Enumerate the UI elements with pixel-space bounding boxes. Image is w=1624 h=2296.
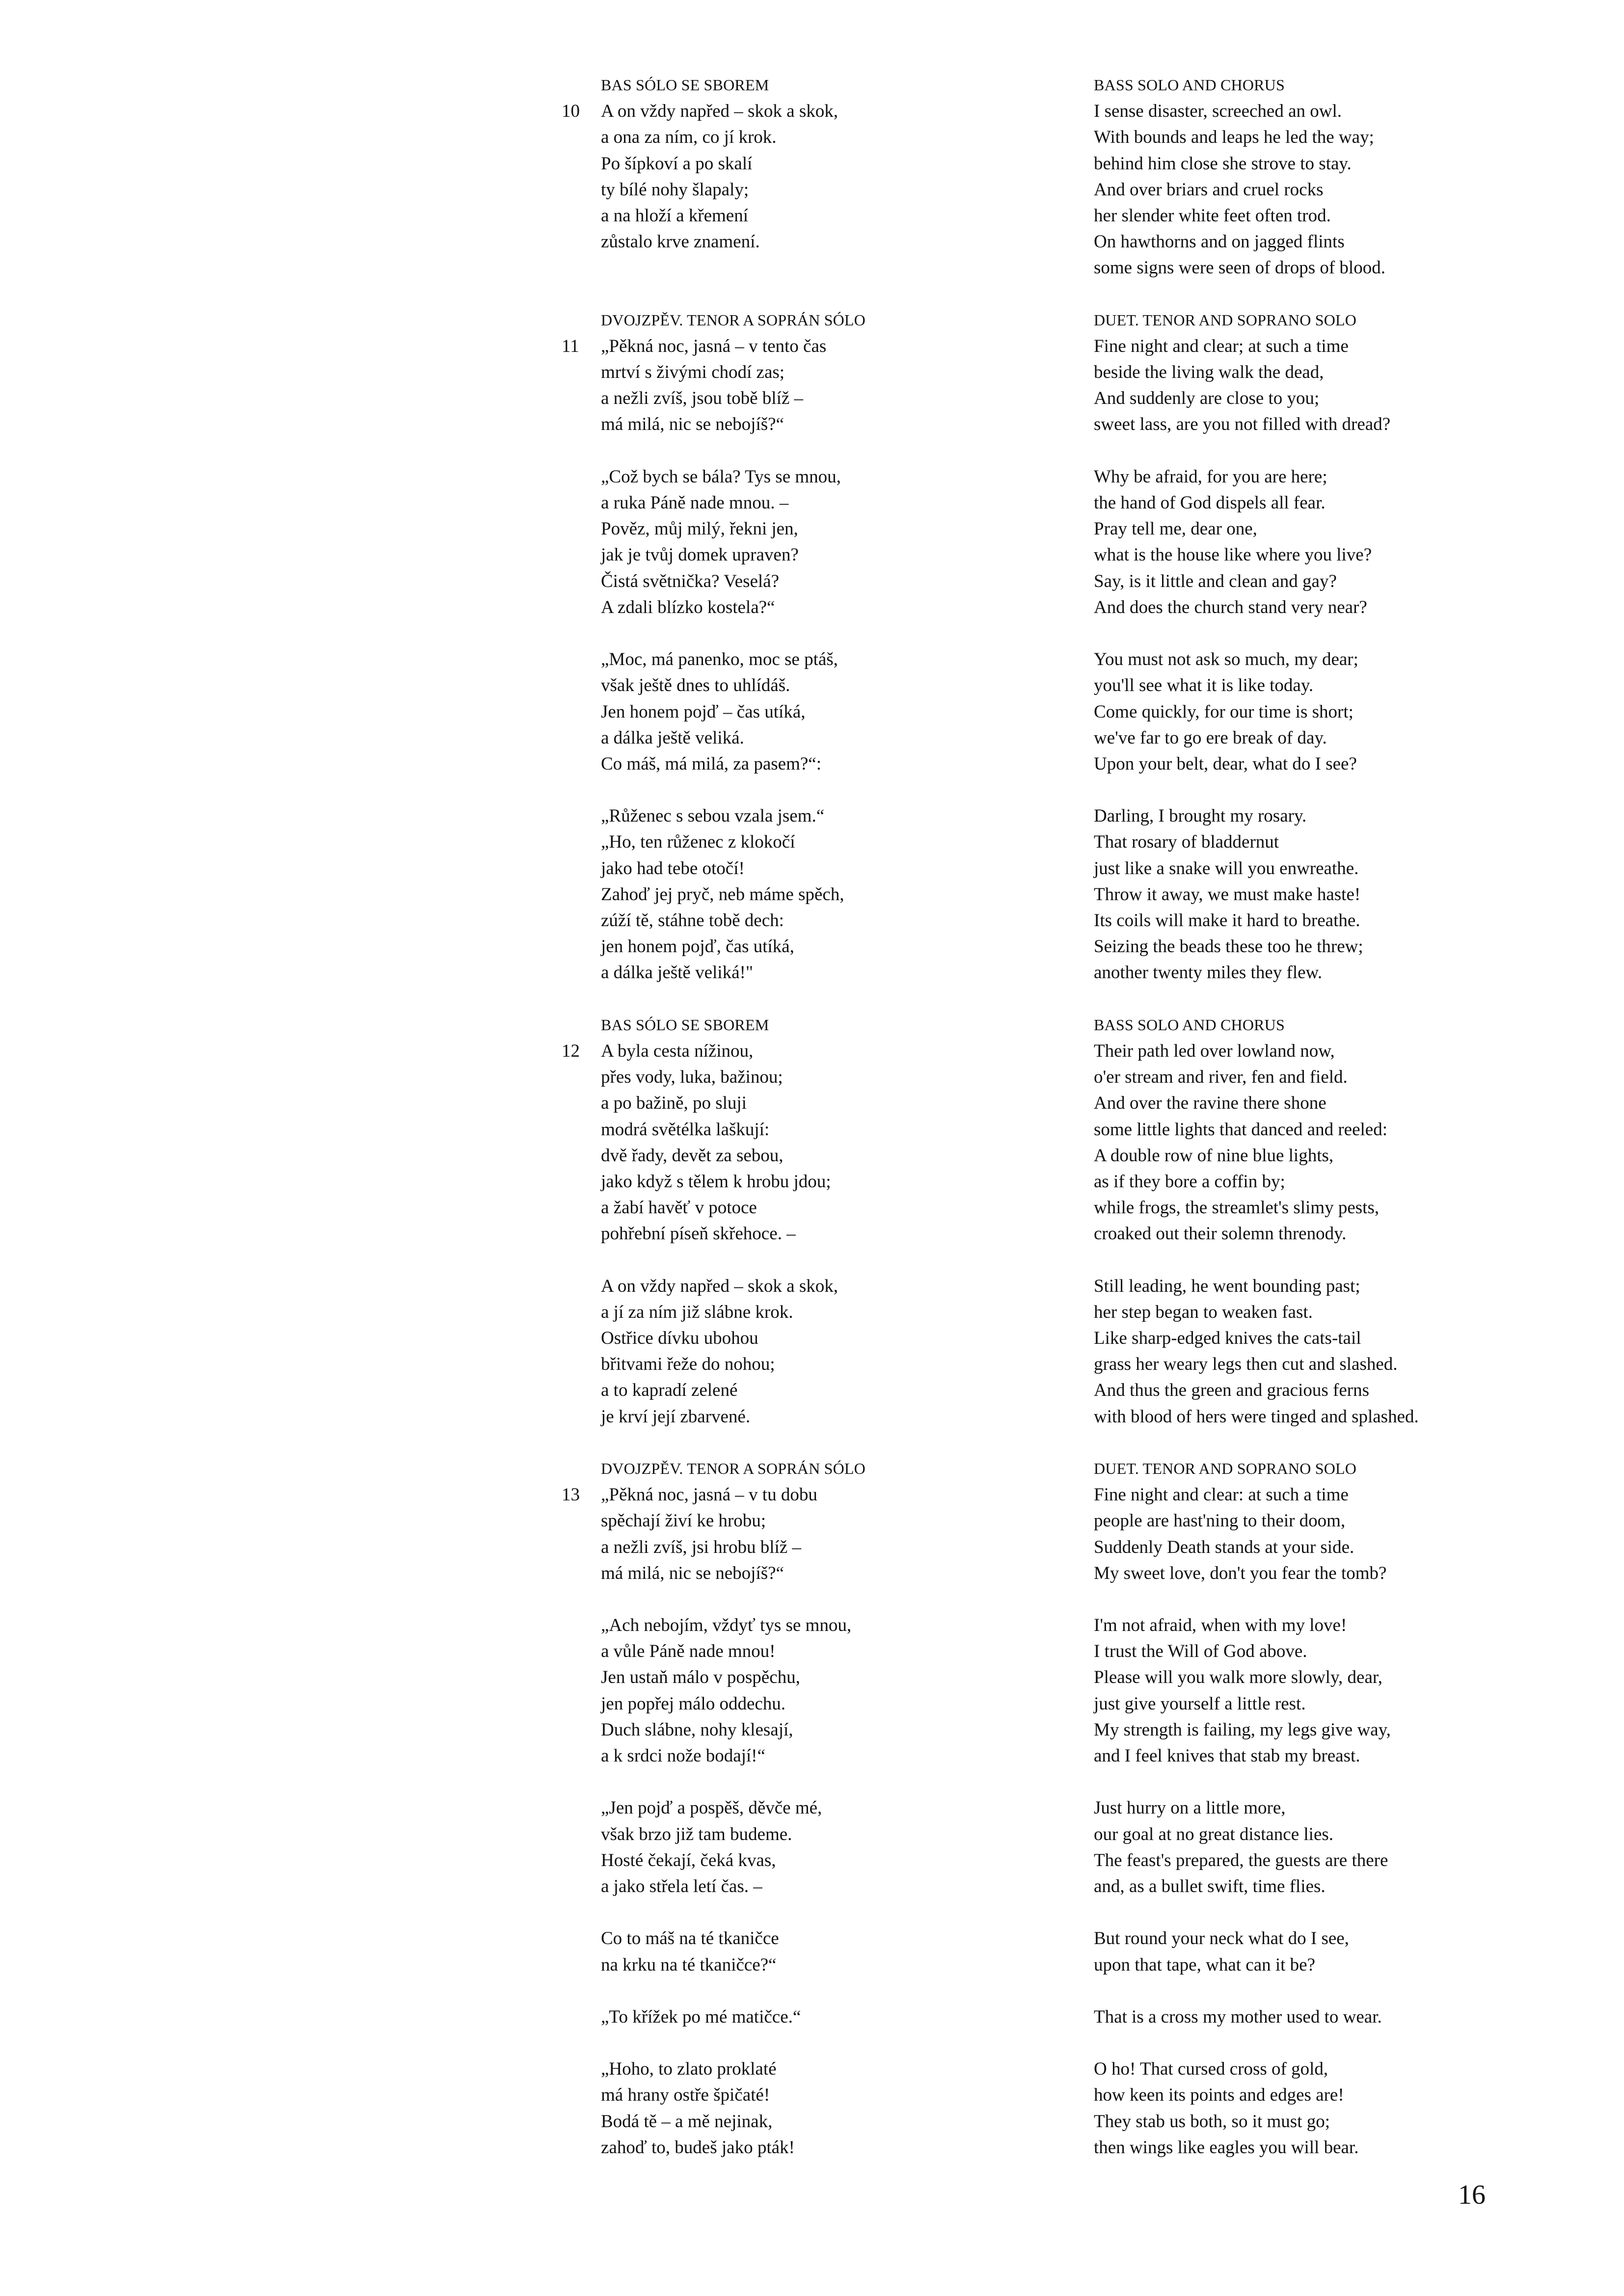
english-verse-text: beside the living walk the dead, [1094, 362, 1324, 383]
czech-verse-text: „Jen pojď a pospěš, děvče mé, [601, 1798, 822, 1818]
czech-verse-text: je krví její zbarvené. [601, 1406, 751, 1427]
czech-verse-line [601, 359, 1053, 385]
verse-number: 12 [562, 1041, 580, 1061]
english-verse-line [1094, 151, 1585, 177]
czech-verse-text: „Růženec s sebou vzala jsem.“ [601, 806, 825, 827]
english-verse-line [1094, 2056, 1585, 2082]
english-stanza-gap [1094, 986, 1585, 1012]
english-verse-text: just give yourself a little rest. [1094, 1693, 1306, 1714]
czech-verse-line [562, 1038, 1053, 1064]
czech-verse-text: Čistá světnička? Veselá? [601, 571, 780, 591]
english-stanza-gap [1094, 620, 1585, 646]
english-verse-line [1094, 1273, 1585, 1299]
english-verse-line [1094, 229, 1585, 255]
czech-verse-line [601, 1952, 1053, 1978]
verse-number: 11 [562, 336, 579, 356]
czech-verse-line [601, 124, 1053, 150]
czech-verse-text: jen popřej málo oddechu. [601, 1693, 786, 1714]
english-verse-text: Their path led over lowland now, [1094, 1041, 1335, 1061]
english-verse-text: But round your neck what do I see, [1094, 1928, 1349, 1949]
english-verse-line [1094, 1117, 1585, 1143]
english-verse-line [1094, 881, 1585, 908]
english-verse-text: while frogs, the streamlet's slimy pests, [1094, 1198, 1380, 1218]
czech-verse-text: však ještě dnes to uhlídáš. [601, 675, 790, 696]
english-verse-line [1094, 1612, 1585, 1638]
english-verse-line [1094, 1925, 1585, 1951]
czech-verse-line [601, 1560, 1053, 1586]
czech-verse-line [601, 2135, 1053, 2161]
czech-verse-line [601, 203, 1053, 229]
czech-stanza-gap [601, 777, 1053, 803]
english-stanza-gap [1094, 1430, 1585, 1456]
english-verse-text: O ho! That cursed cross of gold, [1094, 2059, 1328, 2080]
czech-verse-line [601, 1795, 1053, 1821]
czech-verse-text: má milá, nic se nebojíš?“ [601, 1563, 784, 1583]
czech-verse-line [601, 725, 1053, 751]
english-stanza-gap [1094, 281, 1585, 307]
english-verse-text: Say, is it little and clean and gay? [1094, 571, 1337, 591]
english-verse-text: o'er stream and river, fen and field. [1094, 1067, 1348, 1088]
czech-verse-text: A byla cesta nížinou, [601, 1041, 754, 1061]
czech-verse-line [601, 2056, 1053, 2082]
czech-verse-text: Pověz, můj milý, řekni jen, [601, 519, 798, 539]
czech-verse-text: zahoď to, budeš jako pták! [601, 2137, 795, 2158]
czech-verse-line [601, 803, 1053, 829]
english-section-heading: DUET. TENOR AND SOPRANO SOLO [1094, 1459, 1357, 1477]
czech-section-heading: BAS SÓLO SE SBOREM [601, 76, 769, 94]
czech-verse-text: a na hloží a křemení [601, 205, 748, 226]
english-verse-text: croaked out their solemn threnody. [1094, 1224, 1347, 1244]
english-verse-text: our goal at no great distance lies. [1094, 1824, 1334, 1844]
czech-verse-line [601, 151, 1053, 177]
english-verse-line [1094, 1064, 1585, 1090]
czech-verse-text: spěchají živí ke hrobu; [601, 1511, 766, 1531]
czech-verse-text: pohřební píseň skřehoce. – [601, 1224, 796, 1244]
czech-verse-text: Po šípkoví a po skalí [601, 153, 753, 174]
czech-verse-line [601, 960, 1053, 986]
czech-verse-line [601, 881, 1053, 908]
czech-verse-line [601, 1508, 1053, 1534]
english-verse-line [1094, 516, 1585, 542]
czech-verse-line [601, 542, 1053, 568]
english-verse-line [1094, 1038, 1585, 1064]
english-verse-text: her step began to weaken fast. [1094, 1302, 1313, 1322]
english-verse-line [1094, 1143, 1585, 1169]
english-verse-text: My strength is failing, my legs give way, [1094, 1719, 1391, 1740]
czech-verse-line [601, 1221, 1053, 1247]
czech-stanza-gap [601, 1978, 1053, 2004]
english-verse-line [1094, 1404, 1585, 1430]
czech-verse-line [601, 1821, 1053, 1847]
czech-verse-text: Hosté čekají, čeká kvas, [601, 1850, 776, 1870]
czech-verse-text: a to kapradí zelené [601, 1380, 738, 1401]
english-verse-text: with blood of hers were tinged and splashed. [1094, 1406, 1419, 1427]
english-verse-line [1094, 1821, 1585, 1847]
english-section-heading: DUET. TENOR AND SOPRANO SOLO [1094, 311, 1357, 329]
english-verse-text: you'll see what it is like today. [1094, 675, 1314, 696]
english-verse-line [1094, 1090, 1585, 1116]
english-verse-text: A double row of nine blue lights, [1094, 1145, 1334, 1166]
czech-verse-line [562, 333, 1053, 359]
czech-verse-line [601, 1299, 1053, 1325]
czech-verse-line [601, 934, 1053, 960]
english-verse-text: and I feel knives that stab my breast. [1094, 1746, 1360, 1766]
english-verse-text: her slender white feet often trod. [1094, 205, 1331, 226]
english-verse-line [1094, 1795, 1585, 1821]
czech-verse-text: „Ach nebojím, vždyť tys se mnou, [601, 1615, 852, 1636]
english-verse-text: I trust the Will of God above. [1094, 1641, 1307, 1662]
english-verse-text: upon that tape, what can it be? [1094, 1954, 1316, 1975]
english-verse-text: Fine night and clear; at such a time [1094, 336, 1349, 356]
czech-stanza-gap [601, 620, 1053, 646]
czech-verse-line [601, 568, 1053, 594]
czech-verse-text: má hrany ostře špičaté! [601, 2085, 770, 2106]
english-verse-text: And over briars and cruel rocks [1094, 179, 1324, 200]
english-section-heading: BASS SOLO AND CHORUS [1094, 76, 1285, 94]
czech-verse-text: a ona za ním, co jí krok. [601, 127, 777, 148]
english-verse-line [1094, 411, 1585, 437]
english-verse-text: And does the church stand very near? [1094, 597, 1367, 617]
english-verse-line [1094, 1325, 1585, 1351]
czech-verse-line [601, 1743, 1053, 1769]
czech-verse-line [601, 464, 1053, 490]
czech-verse-text: Co máš, má milá, za pasem?“: [601, 753, 821, 774]
czech-stanza-gap [601, 255, 1053, 281]
english-verse-line [1094, 1482, 1585, 1508]
english-verse-line [1094, 1508, 1585, 1534]
czech-verse-text: mrtví s živými chodí zas; [601, 362, 785, 383]
czech-verse-line [601, 385, 1053, 411]
english-verse-text: On hawthorns and on jagged flints [1094, 232, 1345, 252]
english-verse-line [1094, 725, 1585, 751]
english-verse-line [1094, 646, 1585, 672]
english-verse-line [1094, 1717, 1585, 1743]
english-verse-text: then wings like eagles you will bear. [1094, 2137, 1359, 2158]
english-verse-line [1094, 1351, 1585, 1377]
english-verse-line [1094, 568, 1585, 594]
english-verse-line [1094, 542, 1585, 568]
english-verse-text: That is a cross my mother used to wear. [1094, 2006, 1382, 2027]
english-verse-text: That rosary of bladdernut [1094, 832, 1279, 853]
czech-verse-text: „Pěkná noc, jasná – v tu dobu [601, 1485, 817, 1505]
english-verse-text: another twenty miles they flew. [1094, 962, 1323, 983]
english-verse-line [1094, 1847, 1585, 1873]
english-verse-text: Come quickly, for our time is short; [1094, 701, 1353, 722]
czech-verse-line [601, 1404, 1053, 1430]
czech-verse-text: A on vždy napřed – skok a skok, [601, 1276, 838, 1296]
czech-verse-text: Duch slábne, nohy klesají, [601, 1719, 793, 1740]
czech-verse-line [601, 1847, 1053, 1873]
english-verse-line [1094, 672, 1585, 698]
english-verse-line [1094, 1638, 1585, 1664]
czech-stanza-gap [601, 1430, 1053, 1456]
english-verse-text: They stab us both, so it must go; [1094, 2111, 1330, 2132]
czech-verse-line [601, 2109, 1053, 2135]
czech-verse-text: má milá, nic se nebojíš?“ [601, 414, 784, 435]
english-verse-line [1094, 385, 1585, 411]
english-stanza-gap [1094, 777, 1585, 803]
czech-verse-line [601, 1273, 1053, 1299]
czech-verse-text: Co to máš na té tkaničce [601, 1928, 779, 1949]
english-stanza-gap [1094, 1247, 1585, 1273]
czech-verse-text: „Což bych se bála? Tys se mnou, [601, 466, 841, 487]
english-verse-line [1094, 203, 1585, 229]
czech-verse-line [601, 751, 1053, 777]
english-verse-line [1094, 359, 1585, 385]
english-verse-line [1094, 2109, 1585, 2135]
english-verse-line [1094, 1952, 1585, 1978]
czech-verse-line [601, 594, 1053, 620]
english-verse-text: as if they bore a coffin by; [1094, 1171, 1285, 1192]
english-verse-line [1094, 255, 1585, 281]
english-verse-text: sweet lass, are you not filled with dread? [1094, 414, 1391, 435]
english-verse-text: Its coils will make it hard to breathe. [1094, 910, 1360, 931]
czech-verse-line [601, 908, 1053, 934]
czech-verse-line [601, 1925, 1053, 1951]
english-verse-text: some signs were seen of drops of blood. [1094, 258, 1385, 278]
english-verse-line [1094, 2082, 1585, 2108]
english-verse-line [1094, 1743, 1585, 1769]
english-verse-text: the hand of God dispels all fear. [1094, 493, 1326, 513]
czech-verse-text: jako had tebe otočí! [601, 858, 745, 879]
czech-verse-line [601, 177, 1053, 203]
czech-stanza-gap [601, 1586, 1053, 1612]
english-verse-text: And suddenly are close to you; [1094, 388, 1320, 409]
czech-stanza-gap [601, 1247, 1053, 1273]
czech-verse-text: přes vody, luka, bažinou; [601, 1067, 783, 1088]
czech-verse-text: „Moc, má panenko, moc se ptáš, [601, 649, 838, 670]
english-stanza-gap [1094, 1899, 1585, 1925]
english-verse-text: Upon your belt, dear, what do I see? [1094, 753, 1357, 774]
english-stanza-gap [1094, 438, 1585, 464]
czech-text-column [562, 72, 1053, 2161]
czech-verse-text: a nežli zvíš, jsi hrobu blíž – [601, 1537, 801, 1557]
czech-verse-text: „To křížek po mé matičce.“ [601, 2006, 801, 2027]
czech-verse-text: a po bažině, po sluji [601, 1093, 747, 1114]
english-verse-text: And over the ravine there shone [1094, 1093, 1326, 1114]
english-verse-text: some little lights that danced and reeled: [1094, 1119, 1387, 1140]
czech-verse-line [601, 1612, 1053, 1638]
english-verse-text: My sweet love, don't you fear the tomb? [1094, 1563, 1387, 1583]
english-verse-text: Still leading, he went bounding past; [1094, 1276, 1360, 1296]
english-verse-line [1094, 464, 1585, 490]
czech-verse-text: modrá světélka laškují: [601, 1119, 770, 1140]
english-verse-line [1094, 960, 1585, 986]
czech-verse-text: a nežli zvíš, jsou tobě blíž – [601, 388, 804, 409]
english-verse-line [1094, 1691, 1585, 1717]
czech-verse-line [601, 1638, 1053, 1664]
english-verse-text: and, as a bullet swift, time flies. [1094, 1876, 1326, 1896]
english-verse-text: Why be afraid, for you are here; [1094, 466, 1327, 487]
english-verse-text: Seizing the beads these too he threw; [1094, 936, 1363, 957]
czech-verse-line [601, 855, 1053, 881]
czech-verse-text: „Hoho, to zlato proklaté [601, 2059, 777, 2080]
english-text-column [1094, 72, 1585, 2161]
czech-verse-line [601, 2004, 1053, 2030]
english-verse-text: Like sharp-edged knives the cats-tail [1094, 1328, 1361, 1348]
czech-verse-line [601, 1351, 1053, 1377]
czech-verse-text: a dálka ještě veliká. [601, 727, 744, 748]
czech-verse-text: zůstalo krve znamení. [601, 232, 760, 252]
english-verse-text: Just hurry on a little more, [1094, 1798, 1286, 1818]
czech-verse-line [601, 1169, 1053, 1195]
english-verse-line [1094, 699, 1585, 725]
czech-stanza-gap [601, 1769, 1053, 1795]
czech-verse-line [601, 229, 1053, 255]
english-verse-text: Darling, I brought my rosary. [1094, 806, 1307, 827]
english-verse-text: With bounds and leaps he led the way; [1094, 127, 1374, 148]
english-verse-text: You must not ask so much, my dear; [1094, 649, 1358, 670]
czech-verse-line [601, 1195, 1053, 1221]
english-verse-text: people are hast'ning to their doom, [1094, 1511, 1346, 1531]
english-verse-text: Suddenly Death stands at your side. [1094, 1537, 1354, 1557]
czech-section-heading: DVOJZPĚV. TENOR A SOPRÁN SÓLO [601, 1459, 866, 1477]
english-verse-text: Please will you walk more slowly, dear, [1094, 1667, 1382, 1688]
english-verse-text: Pray tell me, dear one, [1094, 519, 1257, 539]
czech-verse-line [601, 1064, 1053, 1090]
english-verse-text: grass her weary legs then cut and slashed. [1094, 1354, 1398, 1375]
english-section-heading: BASS SOLO AND CHORUS [1094, 1015, 1285, 1034]
english-verse-line [1094, 2004, 1585, 2030]
english-stanza-gap [1094, 1769, 1585, 1795]
english-verse-line [1094, 908, 1585, 934]
english-verse-line [1094, 751, 1585, 777]
english-verse-text: just like a snake will you enwreathe. [1094, 858, 1359, 879]
czech-verse-text: dvě řady, devět za sebou, [601, 1145, 784, 1166]
czech-verse-line [601, 1873, 1053, 1899]
czech-verse-text: zúží tě, stáhne tobě dech: [601, 910, 784, 931]
czech-verse-text: a jí za ním již slábne krok. [601, 1302, 793, 1322]
czech-verse-line [601, 516, 1053, 542]
czech-stanza-gap [601, 438, 1053, 464]
czech-verse-line [601, 2082, 1053, 2108]
czech-verse-line [601, 1717, 1053, 1743]
czech-section-heading: BAS SÓLO SE SBOREM [601, 1015, 769, 1034]
czech-verse-line [601, 1534, 1053, 1560]
english-stanza-gap [1094, 1978, 1585, 2004]
czech-verse-line [601, 1691, 1053, 1717]
english-stanza-gap [1094, 2030, 1585, 2056]
english-verse-line [1094, 594, 1585, 620]
english-verse-line [1094, 1195, 1585, 1221]
czech-verse-text: jen honem pojď, čas utíká, [601, 936, 794, 957]
czech-verse-text: však brzo již tam budeme. [601, 1824, 792, 1844]
czech-verse-text: „Ho, ten růženec z klokočí [601, 832, 795, 853]
czech-verse-text: a jako střela letí čas. – [601, 1876, 762, 1896]
english-verse-text: And thus the green and gracious ferns [1094, 1380, 1369, 1401]
czech-verse-text: A zdali blízko kostela?“ [601, 597, 775, 617]
english-verse-line [1094, 98, 1585, 124]
english-verse-text: Fine night and clear: at such a time [1094, 1485, 1349, 1505]
english-verse-line [1094, 1534, 1585, 1560]
english-verse-text: Throw it away, we must make haste! [1094, 884, 1361, 905]
czech-verse-line [601, 411, 1053, 437]
czech-verse-text: a vůle Páně nade mnou! [601, 1641, 776, 1662]
czech-verse-line [601, 699, 1053, 725]
english-verse-text: how keen its points and edges are! [1094, 2085, 1344, 2106]
czech-verse-text: na krku na té tkaničce?“ [601, 1954, 777, 1975]
english-verse-line [1094, 1873, 1585, 1899]
english-verse-text: The feast's prepared, the guests are there [1094, 1850, 1388, 1870]
verse-number: 13 [562, 1485, 580, 1505]
english-verse-line [1094, 1377, 1585, 1403]
czech-verse-line [562, 1482, 1053, 1508]
english-verse-line [1094, 1299, 1585, 1325]
english-verse-line [1094, 124, 1585, 150]
verse-number: 10 [562, 101, 580, 122]
english-verse-line [1094, 333, 1585, 359]
czech-stanza-gap [601, 281, 1053, 307]
english-verse-text: I sense disaster, screeched an owl. [1094, 101, 1342, 122]
czech-stanza-gap [601, 986, 1053, 1012]
czech-verse-text: jako když s tělem k hrobu jdou; [601, 1171, 831, 1192]
english-verse-text: I'm not afraid, when with my love! [1094, 1615, 1347, 1636]
czech-verse-line [562, 98, 1053, 124]
english-verse-line [1094, 934, 1585, 960]
english-verse-text: behind him close she strove to stay. [1094, 153, 1352, 174]
czech-verse-text: „Pěkná noc, jasná – v tento čas [601, 336, 827, 356]
czech-verse-text: A on vždy napřed – skok a skok, [601, 101, 838, 122]
english-stanza-gap [1094, 1586, 1585, 1612]
czech-verse-line [601, 1143, 1053, 1169]
czech-verse-line [601, 1325, 1053, 1351]
czech-verse-text: Bodá tě – a mě nejinak, [601, 2111, 773, 2132]
czech-verse-text: a dálka ještě veliká!" [601, 962, 753, 983]
czech-verse-line [601, 1377, 1053, 1403]
czech-verse-text: Zahoď jej pryč, neb máme spěch, [601, 884, 844, 905]
english-verse-line [1094, 803, 1585, 829]
english-verse-text: what is the house like where you live? [1094, 545, 1372, 565]
czech-verse-text: Ostřice dívku ubohou [601, 1328, 758, 1348]
english-verse-line [1094, 1560, 1585, 1586]
english-verse-line [1094, 855, 1585, 881]
czech-verse-line [601, 1090, 1053, 1116]
english-verse-text: we've far to go ere break of day. [1094, 727, 1327, 748]
czech-verse-text: a ruka Páně nade mnou. – [601, 493, 789, 513]
czech-verse-text: Jen ustaň málo v pospěchu, [601, 1667, 800, 1688]
czech-verse-text: jak je tvůj domek upraven? [601, 545, 799, 565]
czech-verse-line [601, 829, 1053, 855]
czech-verse-line [601, 490, 1053, 516]
czech-verse-text: břitvami řeže do nohou; [601, 1354, 775, 1375]
czech-verse-text: a k srdci nože bodají!“ [601, 1746, 765, 1766]
czech-verse-line [601, 672, 1053, 698]
czech-verse-text: Jen honem pojď – čas utíká, [601, 701, 806, 722]
english-verse-line [1094, 2135, 1585, 2161]
english-verse-line [1094, 1664, 1585, 1690]
english-verse-line [1094, 1169, 1585, 1195]
english-verse-line [1094, 177, 1585, 203]
czech-verse-line [601, 1664, 1053, 1690]
page-number: 16 [1458, 2180, 1486, 2210]
czech-section-heading: DVOJZPĚV. TENOR A SOPRÁN SÓLO [601, 311, 866, 329]
czech-verse-line [601, 646, 1053, 672]
czech-verse-text: a žabí havěť v potoce [601, 1198, 757, 1218]
czech-stanza-gap [601, 1899, 1053, 1925]
czech-stanza-gap [601, 2030, 1053, 2056]
czech-verse-text: ty bílé nohy šlapaly; [601, 179, 749, 200]
english-verse-line [1094, 490, 1585, 516]
english-verse-line [1094, 829, 1585, 855]
czech-verse-line [601, 1117, 1053, 1143]
english-verse-line [1094, 1221, 1585, 1247]
